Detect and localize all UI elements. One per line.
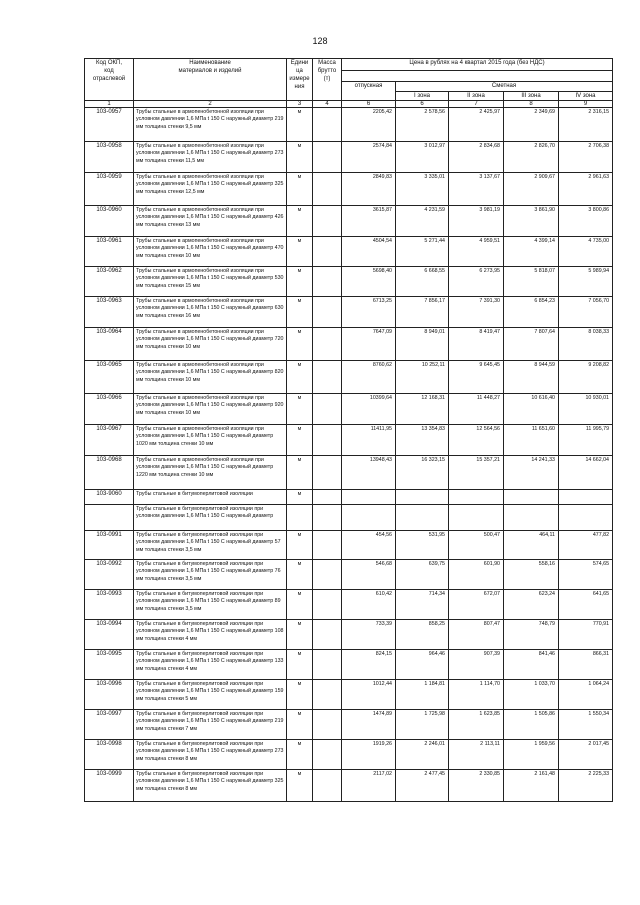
cell-zone-4-price: 4 735,00 [559,237,613,267]
cell-unit [287,505,313,531]
cell-zone-4-price: 14 662,04 [559,456,613,490]
cell-zone-2-price: 907,39 [449,650,504,680]
cell-release-price: 7647,09 [342,328,396,361]
cell-release-price: 824,15 [342,650,396,680]
cell-zone-3-price [504,490,559,505]
cell-code: 103-0999 [85,770,134,802]
cell-mass [313,237,342,267]
cell-code: 103-0992 [85,560,134,590]
cell-zone-4-price: 641,65 [559,590,613,620]
cell-zone-3-price: 14 241,33 [504,456,559,490]
cell-name: Трубы стальные в армопенобетонной изоляции при условном давлении 1,6 МПа t 150 С наружный диаметр 470 мм толщина стенки 10 мм [134,237,287,267]
cell-zone-3-price [504,505,559,531]
cell-zone-1-price [396,505,449,531]
cell-unit: м [287,531,313,560]
cell-name: Трубы стальные в битумоперлитовой изоляции при условном давлении 1,6 МПа t 150 С наружный диаметр 325 мм толщина стенки 8 мм [134,770,287,802]
cell-release-price: 10399,64 [342,394,396,425]
cell-zone-1-price: 531,95 [396,531,449,560]
table-row [85,142,613,173]
cell-zone-3-price: 1 959,56 [504,740,559,770]
cell-mass [313,590,342,620]
cell-name: Трубы стальные в битумоперлитовой изоляции при условном давлении 1,6 МПа t 150 С наружный диаметр 89 мм толщина стенки 3,5 мм [134,590,287,620]
cell-zone-4-price: 2 225,33 [559,770,613,802]
cell-unit: м [287,297,313,328]
cell-name: Трубы стальные в армопенобетонной изоляции при условном давлении 1,6 МПа t 150 С наружный диаметр 1020 мм толщина стенки 10 мм [134,425,287,456]
cell-zone-3-price: 558,16 [504,560,559,590]
cell-release-price: 1919,26 [342,740,396,770]
header-unit-line3: измере [289,76,310,82]
cell-code: 103-0964 [85,328,134,361]
cell-zone-4-price [559,505,613,531]
cell-release-price [342,490,396,505]
cell-zone-4-price: 2 961,63 [559,173,613,206]
cell-zone-2-price: 2 425,97 [449,108,504,142]
cell-release-price: 610,42 [342,590,396,620]
table-row [85,206,613,237]
header-name-line1: Наименование [189,60,231,66]
cell-name: Трубы стальные в битумоперлитовой изоляции при условном давлении 1,6 МПа t 150 С наружный диаметр 273 мм толщина стенки 8 мм [134,740,287,770]
column-number: 9 [559,101,613,108]
cell-name: Трубы стальные в битумоперлитовой изоляции при условном давлении 1,6 МПа t 150 С наружный диаметр 108 мм толщина стенки 4 мм [134,620,287,650]
cell-release-price: 733,39 [342,620,396,650]
column-number: 6 [396,101,449,108]
cell-zone-4-price: 10 930,01 [559,394,613,425]
cell-code: 103-0993 [85,590,134,620]
cell-code: 103-0957 [85,108,134,142]
table-row [85,505,613,531]
cell-zone-1-price: 714,34 [396,590,449,620]
cell-release-price: 8760,62 [342,361,396,394]
header-price-group: Цена в рублях на 4 квартал 2015 года (без НДС) [342,59,613,71]
cell-release-price: 1474,89 [342,710,396,740]
cell-zone-4-price: 2 017,45 [559,740,613,770]
table-row [85,328,613,361]
cell-zone-1-price: 5 271,44 [396,237,449,267]
cell-zone-2-price: 500,47 [449,531,504,560]
cell-name: Трубы стальные в армопенобетонной изоляции при условном давлении 1,6 МПа t 150 С наружный диаметр 219 мм толщина стенки 9,5 мм [134,108,287,142]
cell-unit: м [287,650,313,680]
header-unit-line2: ца [296,68,303,74]
cell-mass [313,680,342,710]
cell-zone-4-price: 574,65 [559,560,613,590]
cell-release-price: 4504,54 [342,237,396,267]
cell-code [85,505,134,531]
column-number: 6 [342,101,396,108]
cell-code: 103-0965 [85,361,134,394]
cell-mass [313,328,342,361]
header-unit-line1: Едини [290,60,309,66]
cell-zone-3-price: 7 807,64 [504,328,559,361]
cell-name: Трубы стальные в армопенобетонной изоляции при условном давлении 1,6 МПа t 150 С наружный диаметр 426 мм толщина стенки 13 мм [134,206,287,237]
cell-zone-3-price: 2 349,69 [504,108,559,142]
page-number: 128 [312,36,328,46]
cell-name: Трубы стальные в армопенобетонной изоляции при условном давлении 1,6 МПа t 150 С наружный диаметр 720 мм толщина стенки 10 мм [134,328,287,361]
cell-unit: м [287,560,313,590]
table-row [85,560,613,590]
cell-unit: м [287,620,313,650]
cell-mass [313,620,342,650]
table-row [85,490,613,505]
table-row [85,237,613,267]
cell-code: 103-0995 [85,650,134,680]
cell-zone-1-price: 3 335,01 [396,173,449,206]
cell-name: Трубы стальные в армопенобетонной изоляции при условном давлении 1,6 МПа t 150 С наружный диаметр 920 мм толщина стенки 10 мм [134,394,287,425]
table-row [85,620,613,650]
cell-zone-1-price: 964,46 [396,650,449,680]
cell-zone-3-price: 6 854,23 [504,297,559,328]
table-row [85,740,613,770]
cell-unit: м [287,206,313,237]
cell-zone-3-price: 623,24 [504,590,559,620]
cell-code: 103-0967 [85,425,134,456]
cell-zone-2-price: 1 623,85 [449,710,504,740]
header-release: отпускная [342,82,396,101]
table-row [85,680,613,710]
cell-zone-3-price: 2 909,67 [504,173,559,206]
header-mass-line1: Масса [318,60,336,66]
cell-code: 103-0994 [85,620,134,650]
cell-zone-2-price: 15 357,21 [449,456,504,490]
cell-name: Трубы стальные в армопенобетонной изоляции при условном давлении 1,6 МПа t 150 С наружный диаметр 530 мм толщина стенки 15 мм [134,267,287,297]
cell-name: Трубы стальные в армопенобетонной изоляции при условном давлении 1,6 МПа t 150 С наружный диаметр 325 мм толщина стенки 12,5 мм [134,173,287,206]
cell-mass [313,650,342,680]
cell-unit: м [287,770,313,802]
cell-mass [313,456,342,490]
column-number: 3 [287,101,313,108]
cell-mass [313,142,342,173]
cell-release-price: 6713,25 [342,297,396,328]
cell-release-price: 454,56 [342,531,396,560]
table-row [85,425,613,456]
cell-zone-4-price: 1 064,24 [559,680,613,710]
cell-release-price: 13948,43 [342,456,396,490]
cell-zone-3-price: 464,11 [504,531,559,560]
cell-code: 103-0996 [85,680,134,710]
table-row [85,770,613,802]
header-code-line3: отраслевой [92,76,126,82]
cell-code: 103-0963 [85,297,134,328]
cell-zone-2-price: 7 391,30 [449,297,504,328]
cell-unit: м [287,456,313,490]
cell-zone-4-price [559,490,613,505]
header-price-spacer [342,71,613,82]
cell-zone-1-price: 2 246,01 [396,740,449,770]
table-row [85,710,613,740]
cell-name: Трубы стальные в армопенобетонной изоляции при условном давлении 1,6 МПа t 150 С наружный диаметр 1220 мм толщина стенки 10 мм [134,456,287,490]
cell-mass [313,361,342,394]
cell-zone-3-price: 2 826,70 [504,142,559,173]
cell-code: 103-9060 [85,490,134,505]
cell-mass [313,206,342,237]
cell-name: Трубы стальные в армопенобетонной изоляции при условном давлении 1,6 МПа t 150 С наружный диаметр 273 мм толщина стенки 11,5 мм [134,142,287,173]
header-zone-3: III зона [504,92,559,101]
table-row [85,394,613,425]
cell-unit: м [287,108,313,142]
header-name [134,59,287,101]
cell-release-price: 2117,02 [342,770,396,802]
cell-code: 103-0968 [85,456,134,490]
cell-name: Трубы стальные в армопенобетонной изоляции при условном давлении 1,6 МПа t 150 С наружный диаметр 820 мм толщина стенки 10 мм [134,361,287,394]
header-code-line2: код [104,68,114,74]
column-number: 7 [449,101,504,108]
cell-unit: м [287,425,313,456]
cell-name: Трубы стальные в битумоперлитовой изоляции при условном давлении 1,6 МПа t 150 С наружный диаметр 159 мм толщина стенки 5 мм [134,680,287,710]
header-unit [287,59,313,101]
cell-zone-3-price: 1 505,86 [504,710,559,740]
cell-unit: м [287,740,313,770]
cell-zone-2-price: 9 645,45 [449,361,504,394]
header-mass [313,59,342,101]
cell-zone-1-price: 10 252,11 [396,361,449,394]
cell-release-price: 2574,84 [342,142,396,173]
cell-zone-2-price: 2 834,68 [449,142,504,173]
cell-name: Трубы стальные в битумоперлитовой изоляции [134,490,287,505]
cell-zone-2-price: 6 273,95 [449,267,504,297]
cell-unit: м [287,173,313,206]
cell-zone-4-price: 8 038,33 [559,328,613,361]
column-number: 2 [134,101,287,108]
cell-zone-4-price: 2 316,15 [559,108,613,142]
cell-zone-2-price: 11 448,27 [449,394,504,425]
cell-zone-1-price: 16 323,15 [396,456,449,490]
cell-name: Трубы стальные в битумоперлитовой изоляции при условном давлении 1,6 МПа t 150 С наружный диаметр 76 мм толщина стенки 3,5 мм [134,560,287,590]
cell-mass [313,531,342,560]
table-row [85,456,613,490]
cell-zone-2-price: 3 981,19 [449,206,504,237]
cell-code: 103-0958 [85,142,134,173]
table-row [85,297,613,328]
cell-code: 103-0991 [85,531,134,560]
cell-mass [313,425,342,456]
cell-mass [313,770,342,802]
header-zone-4: IV зона [559,92,613,101]
cell-zone-1-price: 8 949,01 [396,328,449,361]
table-row [85,267,613,297]
cell-mass [313,560,342,590]
cell-zone-1-price: 6 668,55 [396,267,449,297]
cell-release-price: 2205,42 [342,108,396,142]
cell-release-price: 2849,83 [342,173,396,206]
cell-zone-3-price: 4 399,14 [504,237,559,267]
cell-mass [313,267,342,297]
table-row [85,361,613,394]
cell-zone-3-price: 1 033,70 [504,680,559,710]
cell-name: Трубы стальные в битумоперлитовой изоляции при условном давлении 1,6 МПа t 150 С наружный диаметр 57 мм толщина стенки 3,5 мм [134,531,287,560]
header-code [85,59,134,101]
cell-zone-4-price: 2 706,38 [559,142,613,173]
table-row [85,650,613,680]
column-number-row [85,101,613,108]
cell-zone-1-price: 2 578,56 [396,108,449,142]
cell-zone-3-price: 10 616,40 [504,394,559,425]
cell-unit: м [287,394,313,425]
table-row [85,173,613,206]
cell-zone-2-price: 807,47 [449,620,504,650]
cell-mass [313,505,342,531]
cell-name: Трубы стальные в армопенобетонной изоляции при условном давлении 1,6 МПа t 150 С наружный диаметр 630 мм толщина стенки 16 мм [134,297,287,328]
cell-zone-3-price: 3 861,90 [504,206,559,237]
cell-zone-2-price: 8 419,47 [449,328,504,361]
cell-code: 103-0959 [85,173,134,206]
cell-mass [313,710,342,740]
table-body [85,108,613,802]
cell-zone-3-price: 11 651,60 [504,425,559,456]
cell-zone-3-price: 8 944,59 [504,361,559,394]
cell-zone-1-price: 639,75 [396,560,449,590]
cell-zone-4-price: 770,91 [559,620,613,650]
cell-zone-2-price: 12 564,56 [449,425,504,456]
table-row [85,590,613,620]
cell-unit: м [287,237,313,267]
cell-unit: м [287,267,313,297]
cell-zone-2-price: 3 137,67 [449,173,504,206]
cell-zone-2-price: 672,07 [449,590,504,620]
price-table [84,58,613,802]
cell-zone-4-price: 866,31 [559,650,613,680]
cell-code: 103-0998 [85,740,134,770]
cell-release-price: 5698,40 [342,267,396,297]
cell-code: 103-0960 [85,206,134,237]
table-row [85,108,613,142]
cell-zone-1-price: 1 184,81 [396,680,449,710]
cell-zone-1-price: 12 168,31 [396,394,449,425]
cell-release-price: 546,68 [342,560,396,590]
cell-unit: м [287,142,313,173]
cell-zone-3-price: 5 818,07 [504,267,559,297]
cell-zone-2-price [449,505,504,531]
cell-zone-1-price: 7 856,17 [396,297,449,328]
column-number: 4 [313,101,342,108]
header-unit-line4: ния [294,84,305,90]
cell-mass [313,490,342,505]
cell-zone-3-price: 841,46 [504,650,559,680]
cell-zone-4-price: 5 989,94 [559,267,613,297]
header-zone-1: I зона [396,92,449,101]
cell-unit: м [287,680,313,710]
cell-code: 103-0997 [85,710,134,740]
cell-mass [313,740,342,770]
cell-name: Трубы стальные в битумоперлитовой изоляции при условном давлении 1,6 МПа t 150 С наружный диаметр 219 мм толщина стенки 7 мм [134,710,287,740]
cell-unit: м [287,361,313,394]
cell-zone-4-price: 7 056,70 [559,297,613,328]
cell-zone-2-price: 4 959,51 [449,237,504,267]
header-zone-2: II зона [449,92,504,101]
cell-unit: м [287,710,313,740]
cell-zone-4-price: 9 208,82 [559,361,613,394]
cell-zone-3-price: 2 161,48 [504,770,559,802]
cell-code: 103-0966 [85,394,134,425]
header-name-line2: материалов и изделий [178,68,242,74]
cell-mass [313,394,342,425]
cell-zone-4-price: 11 995,79 [559,425,613,456]
cell-zone-2-price: 2 330,85 [449,770,504,802]
cell-zone-1-price: 858,25 [396,620,449,650]
cell-zone-1-price: 2 477,45 [396,770,449,802]
cell-zone-2-price: 1 114,70 [449,680,504,710]
cell-zone-1-price: 3 012,97 [396,142,449,173]
cell-zone-2-price [449,490,504,505]
column-number: 8 [504,101,559,108]
cell-name: Трубы стальные в битумоперлитовой изоляции при условном давлении 1,6 МПа t 150 С наружный диаметр [134,505,287,531]
cell-unit: м [287,490,313,505]
column-number: 1 [85,101,134,108]
cell-name: Трубы стальные в битумоперлитовой изоляции при условном давлении 1,6 МПа t 150 С наружный диаметр 133 мм толщина стенки 4 мм [134,650,287,680]
table-row [85,531,613,560]
cell-mass [313,173,342,206]
header-code-line1: Код ОКП, [95,60,122,66]
cell-release-price: 3615,87 [342,206,396,237]
cell-zone-1-price [396,490,449,505]
cell-release-price [342,505,396,531]
cell-zone-1-price: 13 354,83 [396,425,449,456]
cell-code: 103-0961 [85,237,134,267]
cell-zone-1-price: 1 725,98 [396,710,449,740]
cell-zone-4-price: 477,82 [559,531,613,560]
table-header [85,59,613,108]
header-mass-line2: брутто [317,68,337,74]
cell-release-price: 11411,95 [342,425,396,456]
cell-unit: м [287,328,313,361]
cell-release-price: 1012,44 [342,680,396,710]
cell-zone-2-price: 2 113,11 [449,740,504,770]
cell-zone-4-price: 1 550,34 [559,710,613,740]
header-mass-line3: (т) [323,76,331,82]
cell-zone-2-price: 601,90 [449,560,504,590]
cell-code: 103-0962 [85,267,134,297]
cell-mass [313,297,342,328]
cell-unit: м [287,590,313,620]
cell-zone-1-price: 4 231,59 [396,206,449,237]
cell-zone-3-price: 748,79 [504,620,559,650]
cell-mass [313,108,342,142]
cell-zone-4-price: 3 800,86 [559,206,613,237]
header-estimate: Сметная [396,82,613,92]
